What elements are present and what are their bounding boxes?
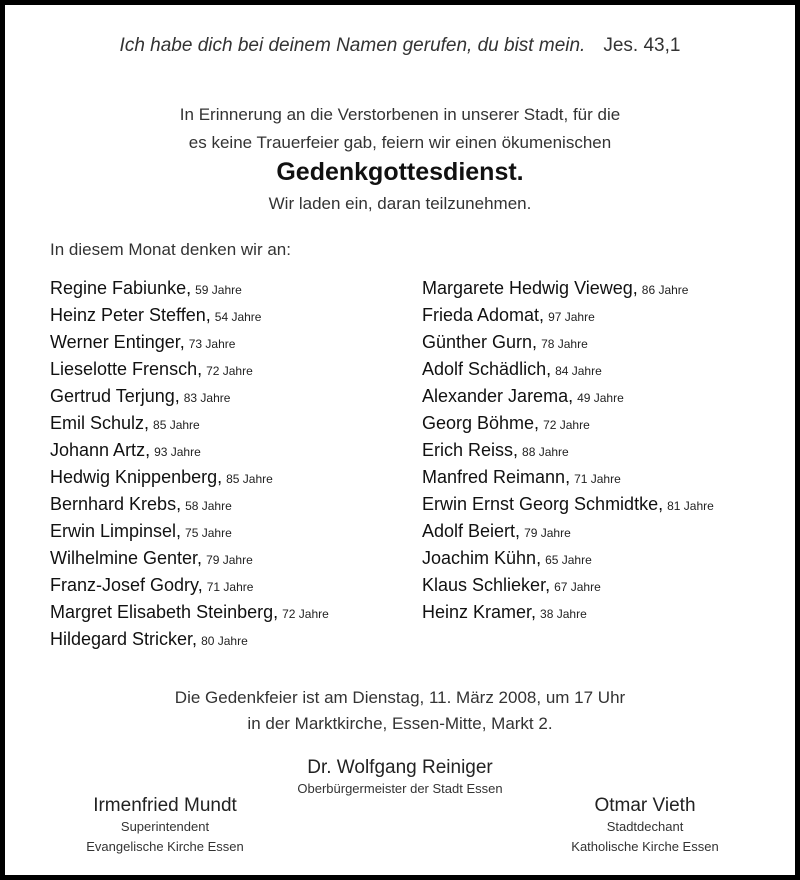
deceased-name: Franz-Josef Godry, <box>50 575 203 595</box>
deceased-age: 93 Jahre <box>154 445 201 459</box>
bible-quote <box>5 35 795 57</box>
deceased-age: 65 Jahre <box>545 553 592 567</box>
intro-paragraph <box>5 101 795 157</box>
signature-dean <box>515 795 775 857</box>
name-entry <box>422 329 714 356</box>
deceased-age: 85 Jahre <box>226 472 273 486</box>
deceased-name: Hedwig Knippenberg, <box>50 467 223 487</box>
month-intro: In diesem Monat denken wir an: <box>50 240 291 259</box>
deceased-age: 86 Jahre <box>641 283 689 297</box>
deceased-name: Margret Elisabeth Steinberg, <box>50 602 279 622</box>
name-entry <box>422 518 714 545</box>
quote-reference: Jes. 43,1 <box>603 35 681 56</box>
signatory-name: Otmar Vieth <box>594 795 696 816</box>
name-entry <box>50 410 329 437</box>
deceased-age: 84 Jahre <box>555 364 602 378</box>
deceased-age: 80 Jahre <box>201 634 248 648</box>
name-entry <box>50 383 329 410</box>
deceased-age: 79 Jahre <box>206 553 253 567</box>
name-entry <box>422 572 714 599</box>
deceased-age: 75 Jahre <box>185 526 232 540</box>
deceased-age: 71 Jahre <box>206 580 254 594</box>
deceased-name: Günther Gurn, <box>422 332 538 352</box>
name-entry <box>50 545 329 572</box>
signatory-name: Irmenfried Mundt <box>93 795 237 816</box>
signature-mayor <box>5 757 795 799</box>
deceased-name: Frieda Adomat, <box>422 305 545 325</box>
deceased-name: Heinz Peter Steffen, <box>50 305 211 325</box>
name-entry <box>50 464 329 491</box>
deceased-name: Regine Fabiunke, <box>50 278 192 298</box>
deceased-name: Alexander Jarema, <box>422 386 574 406</box>
deceased-age: 81 Jahre <box>667 499 714 513</box>
name-entry <box>422 302 714 329</box>
signatory-organization: Evangelische Kirche Essen <box>86 839 244 854</box>
signatory-role: Stadtdechant <box>606 819 684 834</box>
deceased-name: Johann Artz, <box>50 440 151 460</box>
deceased-name: Wilhelmine Genter, <box>50 548 203 568</box>
deceased-age: 72 Jahre <box>282 607 329 621</box>
name-entry <box>50 491 329 518</box>
name-entry <box>422 545 714 572</box>
deceased-name: Werner Entinger, <box>50 332 185 352</box>
invitation-text: Wir laden ein, daran teilzunehmen. <box>268 194 532 213</box>
event-line: Die Gedenkfeier ist am Dienstag, 11. März 2008, um 17 Uhr <box>174 688 626 707</box>
deceased-age: 49 Jahre <box>577 391 624 405</box>
deceased-age: 85 Jahre <box>153 418 200 432</box>
deceased-age: 58 Jahre <box>185 499 232 513</box>
deceased-age: 72 Jahre <box>543 418 590 432</box>
deceased-name: Lieselotte Frensch, <box>50 359 203 379</box>
headline: Gedenkgottesdienst. <box>276 158 524 186</box>
quote-text: Ich habe dich bei deinem Namen gerufen, du bist mein. <box>119 35 586 56</box>
name-entry <box>50 356 329 383</box>
name-entry <box>50 626 329 653</box>
deceased-name: Klaus Schlieker, <box>422 575 551 595</box>
signatory-role: Oberbürgermeister der Stadt Essen <box>297 781 503 796</box>
deceased-age: 38 Jahre <box>540 607 587 621</box>
deceased-age: 73 Jahre <box>188 337 236 351</box>
deceased-name: Erwin Limpinsel, <box>50 521 182 541</box>
deceased-name: Adolf Beiert, <box>422 521 521 541</box>
name-entry <box>422 383 714 410</box>
deceased-name: Joachim Kühn, <box>422 548 542 568</box>
signatory-role: Superintendent <box>120 819 210 834</box>
deceased-name: Bernhard Krebs, <box>50 494 182 514</box>
signatory-organization: Katholische Kirche Essen <box>571 839 719 854</box>
intro-line: es keine Trauerfeier gab, feiern wir einen ökumenischen <box>188 133 612 152</box>
deceased-name: Hildegard Stricker, <box>50 629 198 649</box>
name-entry <box>422 275 714 302</box>
name-entry <box>50 599 329 626</box>
name-entry <box>50 329 329 356</box>
deceased-name: Manfred Reimann, <box>422 467 571 487</box>
deceased-age: 88 Jahre <box>522 445 569 459</box>
event-line: in der Marktkirche, Essen-Mitte, Markt 2. <box>247 714 553 733</box>
name-entry <box>50 302 329 329</box>
name-entry <box>422 437 714 464</box>
deceased-age: 67 Jahre <box>554 580 601 594</box>
signatory-name: Dr. Wolfgang Reiniger <box>307 757 493 778</box>
deceased-name: Emil Schulz, <box>50 413 150 433</box>
names-list-right <box>422 275 714 626</box>
name-entry <box>422 464 714 491</box>
deceased-name: Gertrud Terjung, <box>50 386 180 406</box>
deceased-age: 54 Jahre <box>214 310 262 324</box>
names-list-left <box>50 275 329 653</box>
deceased-name: Erwin Ernst Georg Schmidtke, <box>422 494 664 514</box>
name-entry <box>422 410 714 437</box>
deceased-age: 83 Jahre <box>183 391 231 405</box>
name-entry <box>50 518 329 545</box>
deceased-name: Georg Böhme, <box>422 413 540 433</box>
name-entry <box>50 437 329 464</box>
deceased-age: 59 Jahre <box>195 283 242 297</box>
deceased-age: 78 Jahre <box>541 337 588 351</box>
intro-line: In Erinnerung an die Verstorbenen in unserer Stadt, für die <box>179 105 621 124</box>
event-details <box>5 685 795 737</box>
deceased-name: Erich Reiss, <box>422 440 519 460</box>
name-entry <box>422 491 714 518</box>
deceased-name: Margarete Hedwig Vieweg, <box>422 278 638 298</box>
name-entry <box>422 599 714 626</box>
deceased-age: 71 Jahre <box>574 472 621 486</box>
name-entry <box>422 356 714 383</box>
deceased-age: 72 Jahre <box>206 364 253 378</box>
deceased-age: 79 Jahre <box>524 526 571 540</box>
signature-superintendent <box>45 795 285 857</box>
deceased-name: Heinz Kramer, <box>422 602 537 622</box>
deceased-name: Adolf Schädlich, <box>422 359 552 379</box>
deceased-age: 97 Jahre <box>548 310 595 324</box>
name-entry <box>50 275 329 302</box>
name-entry <box>50 572 329 599</box>
